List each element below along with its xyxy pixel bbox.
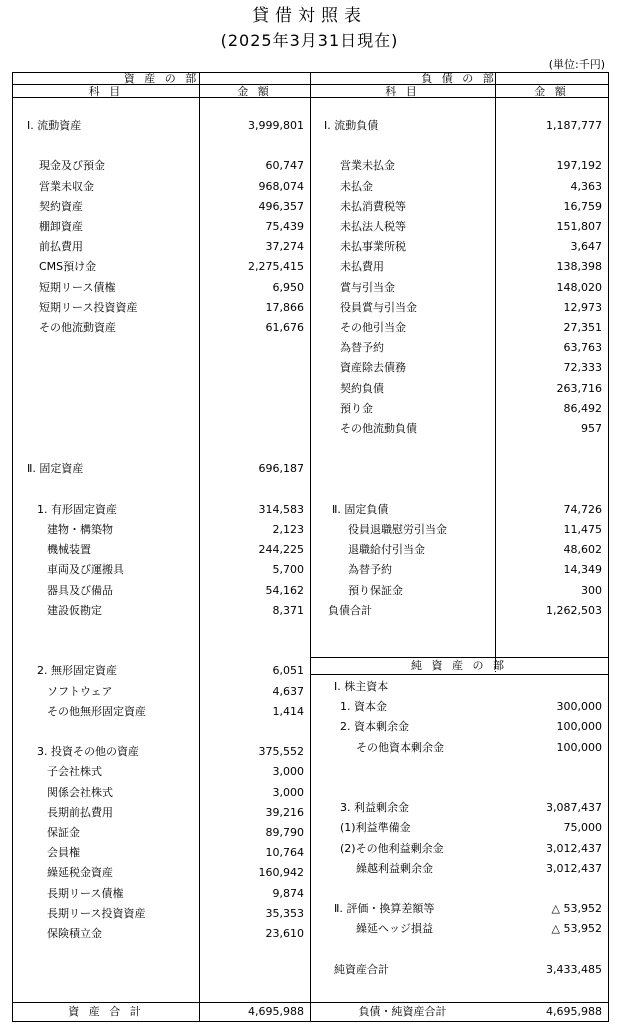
assets-row-amount: 2,275,415 [248, 260, 304, 274]
liabilities-row-amount: 148,020 [556, 280, 602, 294]
assets-row-amount: 696,187 [258, 462, 304, 476]
liabilities-row-label: 為替予約 [340, 341, 384, 355]
assets-row-label: 長期リース投資資産 [47, 906, 146, 920]
net-assets-row-amount: △ 53,952 [551, 922, 602, 936]
assets-row-amount: 75,439 [265, 220, 304, 233]
net-assets-row-label: 1. 資本金 [340, 700, 387, 714]
assets-row-label: CMS預け金 [39, 260, 97, 274]
assets-row-amount: 8,371 [272, 603, 304, 617]
net-assets-row-label: (1)利益準備金 [340, 821, 411, 835]
assets-row-label: 長期前払費用 [47, 805, 113, 819]
liabilities-row-amount: 63,763 [563, 341, 602, 355]
liabilities-row-amount: 151,807 [556, 220, 602, 233]
net-assets-row-amount: 3,433,485 [546, 962, 602, 976]
assets-row-label: 子会社株式 [47, 765, 102, 779]
liabilities-row-label: 資産除去債務 [340, 361, 406, 375]
assets-row-label: 関係会社株式 [47, 785, 113, 799]
assets-row-amount: 5,700 [272, 563, 304, 577]
assets-row-label: 棚卸資産 [39, 220, 83, 233]
liabilities-row-label: 負債合計 [328, 603, 372, 617]
liabilities-row-amount: 86,492 [563, 401, 602, 415]
assets-row-label: 保険積立金 [47, 927, 102, 940]
liab-net-total-amount: 4,695,988 [546, 1005, 602, 1018]
assets-row-amount: 1,414 [272, 704, 304, 718]
liabilities-row-label: 未払事業所税 [340, 240, 406, 254]
assets-row-amount: 10,764 [265, 846, 304, 860]
liabilities-row-label: Ⅰ. 流動負債 [324, 119, 379, 132]
liabilities-item-header: 科 目 [385, 85, 420, 98]
net-assets-row-label: Ⅰ. 株主資本 [334, 680, 389, 693]
liabilities-row-label: 役員賞与引当金 [340, 300, 417, 314]
assets-row-label: 短期リース債権 [39, 280, 116, 294]
assets-row-label: 3. 投資その他の資産 [37, 745, 139, 759]
net-assets-row-label: 2. 資本剰余金 [340, 720, 409, 734]
liabilities-row-amount: 11,475 [563, 523, 602, 536]
assets-row-amount: 496,357 [258, 199, 304, 213]
liabilities-row-amount: 957 [581, 422, 602, 435]
balance-sheet-table [12, 72, 609, 1022]
assets-item-header: 科 目 [88, 85, 124, 98]
assets-row-label: 会員権 [47, 846, 80, 860]
assets-row-label: Ⅰ. 流動資産 [27, 119, 82, 132]
assets-row-label: 保証金 [47, 826, 80, 839]
assets-row-label: 建物・構築物 [47, 523, 113, 536]
assets-row-label: 長期リース債権 [47, 886, 124, 900]
assets-row-amount: 968,074 [258, 179, 304, 193]
liabilities-row-label: 為替予約 [348, 563, 392, 577]
assets-row-label: 器具及び備品 [47, 583, 113, 597]
net-assets-row-amount: 100,000 [556, 740, 602, 754]
assets-row-amount: 9,874 [272, 886, 304, 900]
assets-row-amount: 89,790 [265, 826, 304, 839]
liabilities-row-amount: 16,759 [563, 199, 602, 213]
assets-row-amount: 61,676 [265, 321, 304, 334]
net-assets-row-label: 繰越利益剰余金 [356, 861, 433, 875]
liabilities-row-amount: 138,398 [556, 260, 602, 274]
liabilities-row-amount: 1,187,777 [546, 119, 602, 132]
liabilities-row-amount: 72,333 [563, 361, 602, 375]
assets-row-amount: 35,353 [265, 906, 304, 920]
liabilities-row-label: 未払金 [340, 179, 373, 193]
liabilities-row-label: 契約負債 [340, 381, 384, 395]
assets-row-amount: 3,999,801 [248, 119, 304, 132]
net-assets-row-label: 3. 利益剰余金 [340, 801, 409, 815]
assets-row-label: その他無形固定資産 [47, 704, 146, 718]
assets-row-label: 建設仮勘定 [47, 603, 102, 617]
net-assets-section-header: 純 資 産 の 部 [411, 659, 507, 672]
liabilities-row-amount: 48,602 [563, 543, 602, 557]
assets-row-amount: 3,000 [272, 765, 304, 779]
assets-row-amount: 37,274 [265, 240, 304, 254]
net-assets-row-label: その他資本剰余金 [356, 740, 444, 754]
liabilities-row-label: 預り金 [340, 401, 373, 415]
liabilities-row-label: その他引当金 [340, 321, 406, 334]
assets-row-amount: 3,000 [272, 785, 304, 799]
assets-row-amount: 6,950 [272, 280, 304, 294]
net-assets-row-amount: 100,000 [556, 720, 602, 734]
net-assets-row-label: 純資産合計 [334, 962, 389, 976]
liabilities-row-amount: 27,351 [563, 321, 602, 334]
assets-row-label: ソフトウェア [47, 684, 113, 698]
unit-label: (単位:千円) [548, 58, 605, 71]
document-title: 貸借対照表 [252, 6, 367, 26]
liabilities-section-header: 負 債 の 部 [421, 72, 497, 85]
assets-row-label: 機械装置 [47, 543, 91, 557]
assets-row-label: 車両及び運搬具 [47, 563, 124, 577]
assets-row-label: 繰延税金資産 [47, 866, 113, 880]
assets-row-amount: 17,866 [265, 300, 304, 314]
assets-row-label: 現金及び預金 [39, 159, 105, 173]
assets-row-label: その他流動資産 [39, 321, 116, 334]
net-assets-row-amount: 3,012,437 [546, 841, 602, 855]
assets-row-label: 2. 無形固定資産 [37, 664, 117, 678]
liabilities-row-label: 未払費用 [340, 260, 384, 274]
assets-row-amount: 160,942 [258, 866, 304, 880]
assets-row-label: 前払費用 [39, 240, 83, 254]
liabilities-row-amount: 3,647 [570, 240, 602, 254]
net-assets-row-label: 繰延ヘッジ損益 [356, 922, 433, 936]
assets-row-label: 営業未収金 [39, 179, 94, 193]
liabilities-amount-header: 金 額 [534, 85, 569, 98]
assets-row-amount: 39,216 [265, 805, 304, 819]
assets-row-amount: 375,552 [258, 745, 304, 759]
assets-row-amount: 314,583 [258, 502, 304, 516]
liabilities-row-amount: 1,262,503 [546, 603, 602, 617]
assets-section-header: 資 産 の 部 [123, 72, 200, 85]
assets-row-label: Ⅱ. 固定資産 [27, 462, 84, 476]
liabilities-row-label: 未払法人税等 [340, 220, 406, 233]
liabilities-row-amount: 74,726 [563, 502, 602, 516]
assets-row-amount: 244,225 [258, 543, 304, 557]
assets-amount-header: 金 額 [237, 85, 272, 98]
net-assets-row-amount: 3,012,437 [546, 861, 602, 875]
assets-row-label: 短期リース投資資産 [39, 300, 138, 314]
liabilities-row-label: 未払消費税等 [340, 199, 406, 213]
net-assets-row-amount: 300,000 [556, 700, 602, 714]
liabilities-row-amount: 300 [581, 583, 602, 597]
assets-row-amount: 23,610 [265, 927, 304, 940]
liabilities-row-label: 賞与引当金 [340, 280, 395, 294]
assets-row-amount: 60,747 [265, 159, 304, 173]
liabilities-row-amount: 263,716 [556, 381, 602, 395]
document-date: (2025年3月31日現在) [220, 31, 399, 50]
liab-net-total-label: 負債・純資産合計 [358, 1005, 447, 1018]
liabilities-row-label: 営業未払金 [340, 159, 395, 173]
liabilities-row-amount: 12,973 [563, 300, 602, 314]
assets-total-label: 資 産 合 計 [68, 1005, 144, 1018]
liabilities-row-label: 預り保証金 [348, 583, 403, 597]
net-assets-row-label: (2)その他利益剰余金 [340, 841, 444, 855]
assets-row-label: 1. 有形固定資産 [37, 502, 117, 516]
assets-row-amount: 6,051 [272, 664, 304, 678]
liabilities-row-label: その他流動負債 [340, 422, 417, 435]
assets-row-label: 契約資産 [39, 199, 83, 213]
assets-row-amount: 2,123 [272, 523, 304, 536]
liabilities-row-amount: 4,363 [570, 179, 602, 193]
liabilities-row-amount: 197,192 [556, 159, 602, 173]
assets-total-amount: 4,695,988 [248, 1005, 304, 1018]
liabilities-row-amount: 14,349 [563, 563, 602, 577]
net-assets-row-label: Ⅱ. 評価・換算差額等 [334, 902, 435, 916]
assets-row-amount: 4,637 [272, 684, 304, 698]
liabilities-row-label: 役員退職慰労引当金 [348, 523, 447, 536]
assets-row-amount: 54,162 [265, 583, 304, 597]
liabilities-row-label: 退職給付引当金 [348, 543, 425, 557]
net-assets-row-amount: 3,087,437 [546, 801, 602, 815]
liabilities-row-label: Ⅱ. 固定負債 [332, 502, 389, 516]
net-assets-row-amount: 75,000 [563, 821, 602, 835]
net-assets-row-amount: △ 53,952 [551, 902, 602, 916]
center-divider [310, 73, 311, 1021]
